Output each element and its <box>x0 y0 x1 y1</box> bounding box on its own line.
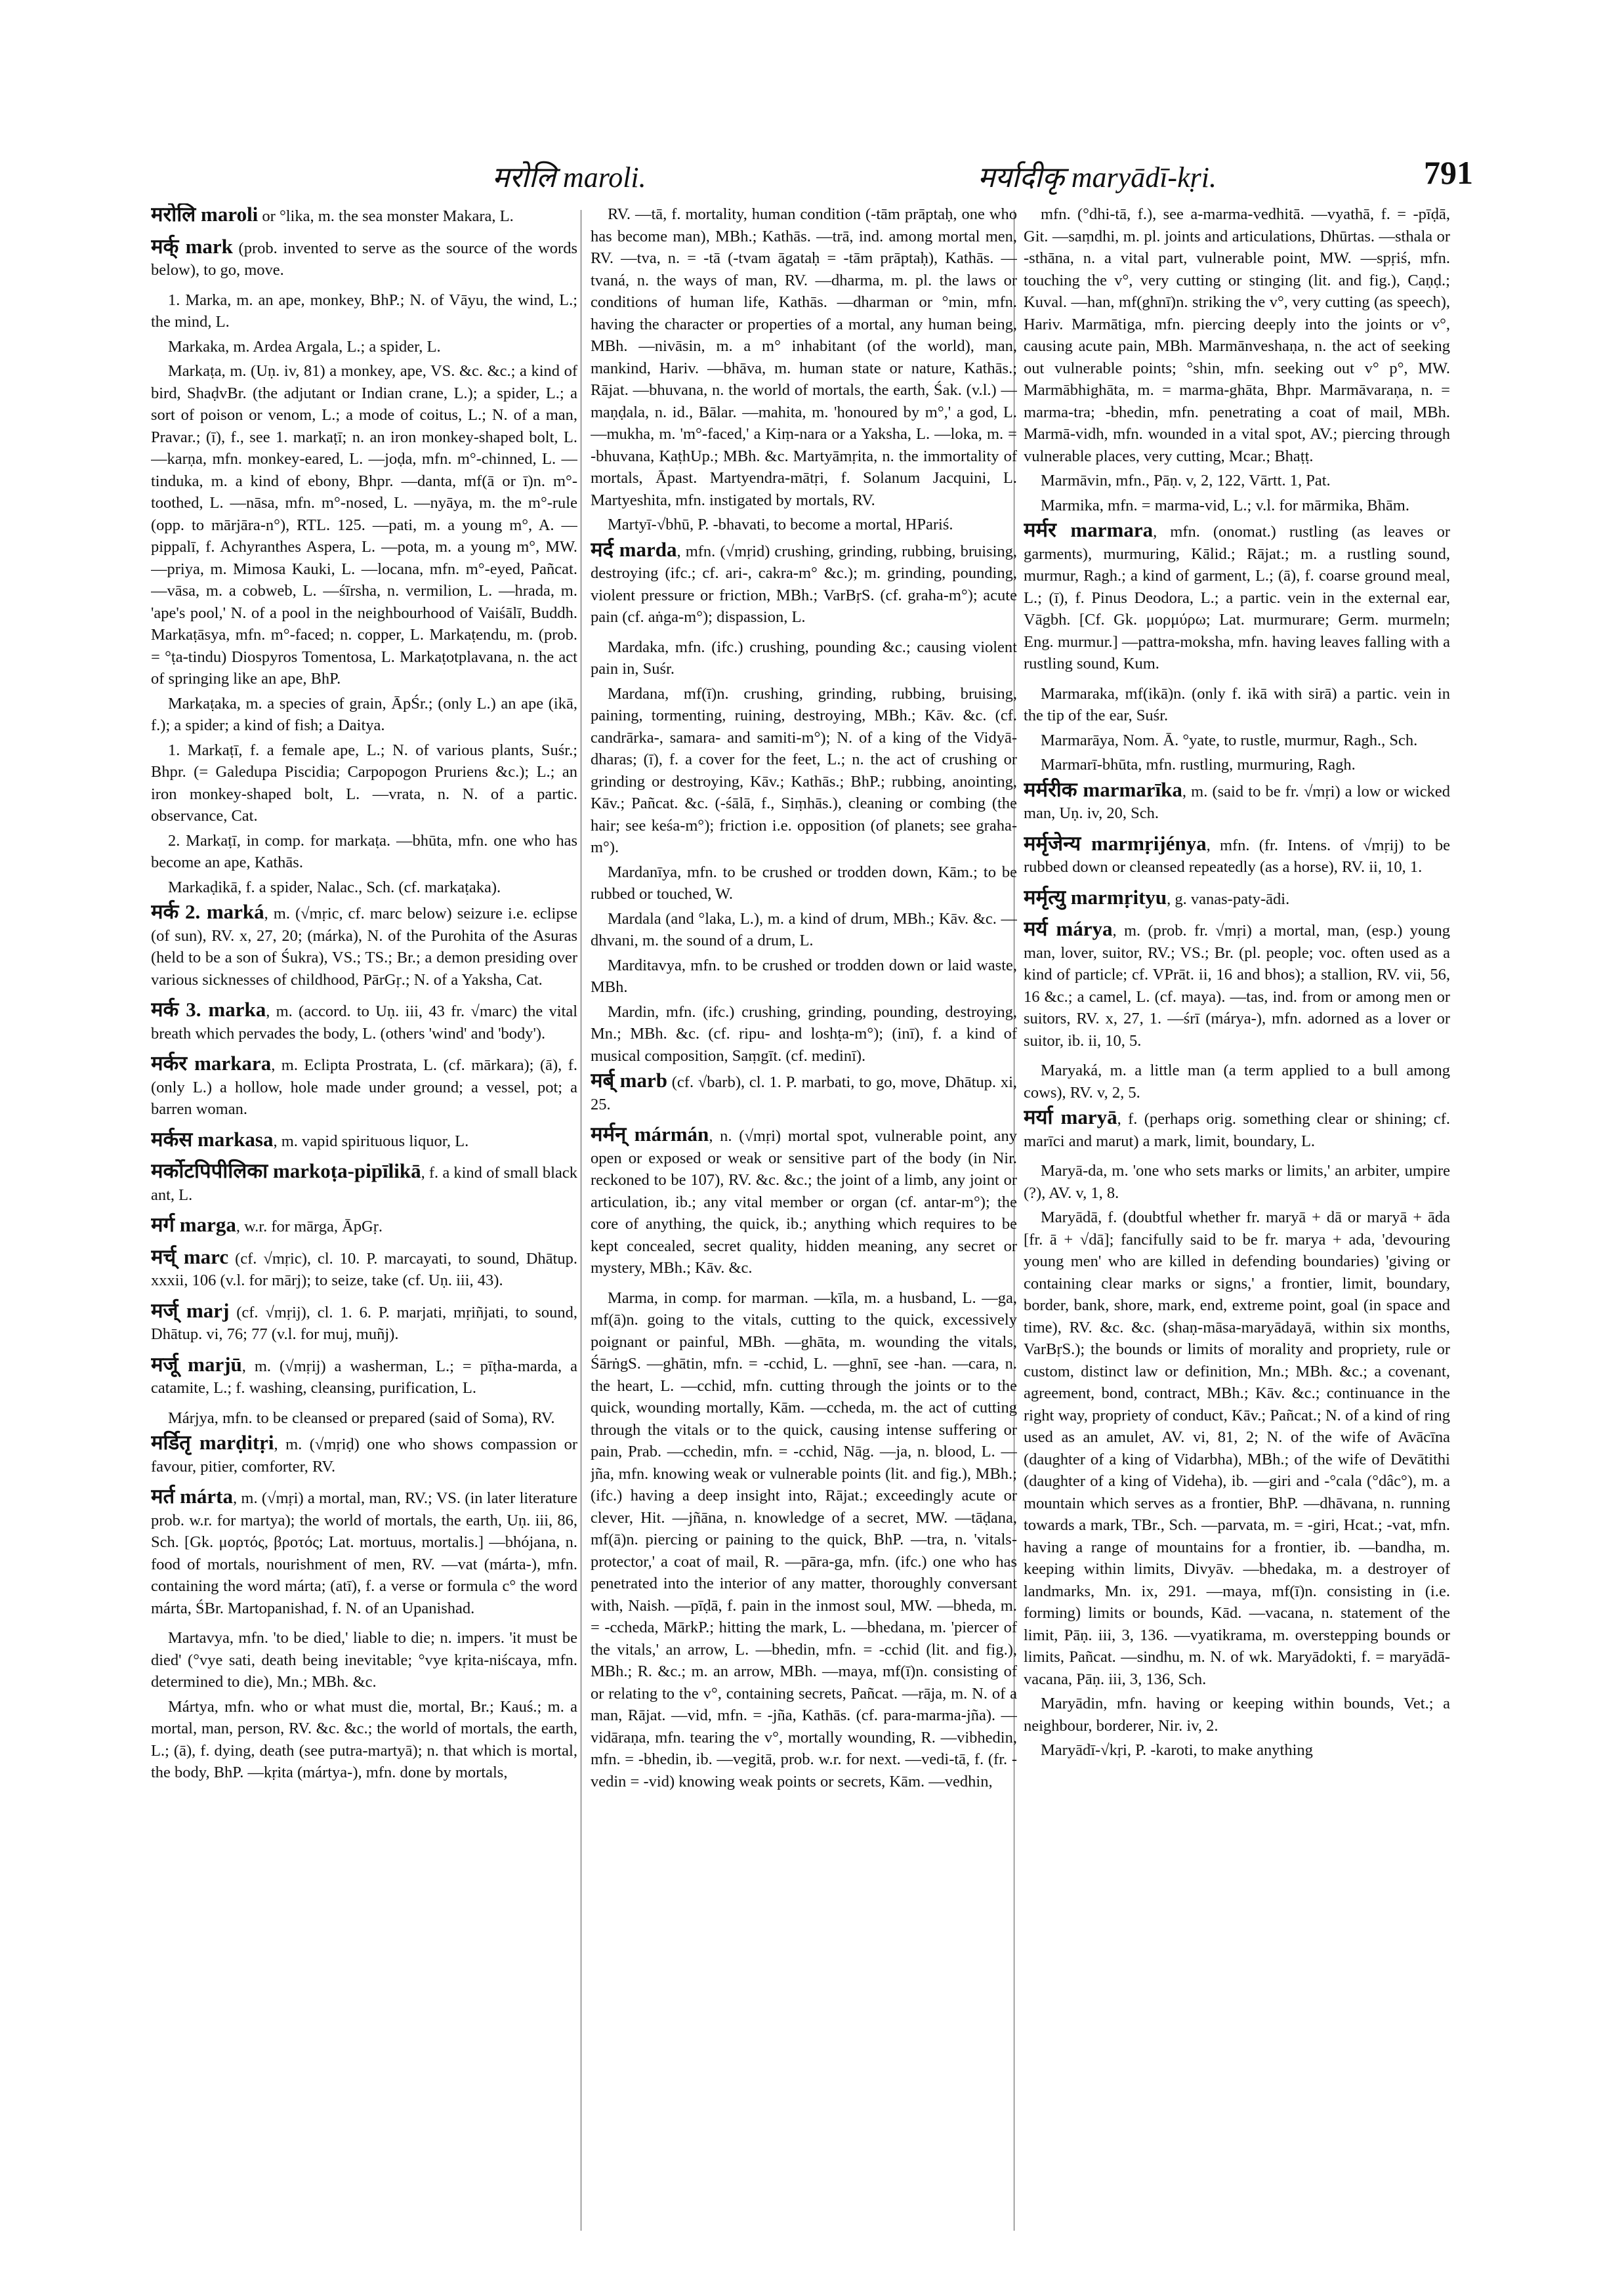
definition-text: Martavya, mfn. 'to be died,' liable to die; n. impers. 'it must be died' (°vye sati, death being inevitable; °vye kṛita-niścaya, mfn. determined to die), Mn.; MBh. &c. <box>151 1629 577 1691</box>
definition-text: Marditavya, mfn. to be crushed or trodden down or laid waste, MBh. <box>591 956 1017 996</box>
headword: मर्मन् mármán <box>591 1123 709 1146</box>
sub-entry <box>1024 754 1450 776</box>
headword: मर्मृत्यु marmṛityu <box>1024 885 1167 909</box>
headword: मर्च् marc <box>151 1245 229 1268</box>
definition-text: (cf. √mṛic), cl. 10. P. marcayati, to sound, Dhātup. xxxii, 106 (v.l. for mārj); to seize, take (cf. Uṇ. iii, 43). <box>151 1249 577 1289</box>
definition-text: Mártya, mfn. who or what must die, mortal, Br.; Kauś.; m. a mortal, man, person, RV. &c. &c.; the world of mortals, the earth, L.; (ā), f. dying, death (see putra-martyā); n. that which is mortal, the body, BhP. —kṛita (mártya-), mfn. done by mortals, <box>151 1697 577 1781</box>
sub-entry <box>1024 203 1450 467</box>
headword: मर्त márta <box>151 1485 234 1508</box>
sub-entry <box>1024 470 1450 492</box>
sub-entry <box>151 830 577 874</box>
sub-entry <box>151 289 577 333</box>
definition-text: Mardanīya, mfn. to be crushed or trodden down, Kām.; to be rubbed or touched, W. <box>591 863 1017 903</box>
dictionary-entry <box>151 1354 577 1399</box>
headword: मर्मृजेन्य marmṛijénya <box>1024 831 1207 855</box>
definition-text: , mfn. (fr. Intens. of √mṛij) to be rubbed down or cleansed repeatedly (as a horse), RV. ii, 10, 1. <box>1024 836 1450 876</box>
definition-text: mfn. (°dhi-tā, f.), see a-marma-vedhitā. —vyathā, f. = -pīḍā, Git. —saṃdhi, m. pl. joints and articulations, Dhūrtas. —sthala or -sthāna, n. a vital part, vulnerable point, MW. —spṛiś, mfn. touching the v°, very cutting or stinging (lit. and fig.), Caṇḍ.; Kuval. —han, mf(ghnī)n. striking the v°, very cutting (as speech), Hariv. Marmātiga, mfn. piercing deeply into the joints or v°, causing acute pain, MBh. Marmānveshaṇa, n. the act of seeking out vulnerable points; °shin, mfn. seeking out v° p°, MW. Marmābhighāta, m. = marma-ghāta, Bhpr. Marmāvaraṇa, n. = marma-tra; -bhedin, mfn. penetrating a coat of mail, MBh. Marmā-vidh, mfn. wounded in a vital spot, AV.; piercing through vulnerable places, very cutting, Mcar.; Bhaṭṭ. <box>1024 205 1450 465</box>
definition-text: (cf. √barb), cl. 1. P. marbati, to go, move, Dhātup. xi, 25. <box>591 1073 1017 1113</box>
dictionary-entry <box>151 1246 577 1292</box>
definition-text: , m. Eclipta Prostrata, L. (cf. mārkara); (ā), f. (only L.) a hollow, hole made under ground; a vessel, pot; a barren woman. <box>151 1056 577 1118</box>
definition-text: Marmika, mfn. = marma-vid, L.; v.l. for mārmika, Bhām. <box>1041 496 1409 514</box>
definition-text: Mardin, mfn. (ifc.) crushing, grinding, pounding, destroying, Mn.; MBh. &c. (cf. ripu- and loshṭa-m°); (inī), f. a kind of musical composition, Saṃgīt. (cf. medinī). <box>591 1003 1017 1065</box>
sub-entry <box>151 1407 577 1430</box>
definition-text: Martyī-√bhū, P. -bhavati, to become a mortal, HPariś. <box>608 516 953 533</box>
definition-text: , mfn. (√mṛid) crushing, grinding, rubbing, bruising, destroying (ifc.; cf. ari-, cakra-m° &c.); m. grinding, pounding, violent pressure or friction, MBh.; VarBṛS. (cf. graha-m°); acute pain (cf. aṅga-m°); dispassion, L. <box>591 542 1017 626</box>
definition-text: RV. —tā, f. mortality, human condition (-tām prāptaḥ, one who has become man), MBh.; Kathās. —trā, ind. among mortal men, RV. —tva, n. = -tā (-tvam āgataḥ = -tām prāptaḥ), Kathās. —tvaná, n. the ways of man, RV. —dharma, m. pl. the laws or conditions of human life, Kathās. —dharman or °min, mfn. having the character or properties of a mortal, any human being, MBh. —nivāsin, m. a m° inhabitant (of the world), man, mankind, Hariv. —bhāva, m. human state or nature, Kathās.; Rājat. —bhuvana, n. the world of mortals, the earth, Śak. (v.l.) —maṇḍala, n. id., Bālar. —mahita, m. 'honoured by m°,' a god, L. —mukha, m. 'm°-faced,' a Kiṃ-nara or a Yaksha, L. —loka, m. = -bhuvana, KaṭhUp.; MBh. &c. Martyāmṛita, n. the immortality of mortals, Āpast. Martyendra-mātṛi, f. Solanum Jacquini, L. Martyeshita, mfn. instigated by mortals, RV. <box>591 205 1017 509</box>
headword: मर्क 2. marká <box>151 900 264 923</box>
definition-text: , m. (√mṛiḍ) one who shows compassion or favour, pitier, comforter, RV. <box>151 1436 577 1476</box>
definition-text: , w.r. for mārga, ĀpGṛ. <box>236 1218 383 1235</box>
dictionary-entry <box>151 1214 577 1238</box>
sub-entry <box>1024 1060 1450 1104</box>
sub-entry <box>151 739 577 827</box>
column-left <box>151 203 577 2237</box>
dictionary-entry <box>1024 1106 1450 1152</box>
headword: मर्द marda <box>591 537 677 561</box>
dictionary-entry <box>1024 886 1450 911</box>
definition-text: , g. vanas-paty-ādi. <box>1167 890 1290 908</box>
definition-text: 2. Markaṭī, in comp. for markaṭa. —bhūta, mfn. one who has become an ape, Kathās. <box>151 831 577 871</box>
dictionary-entry <box>151 236 577 281</box>
definition-text: Marma, in comp. for marman. —kīla, m. a husband, L. —ga, mf(ā)n. going to the vitals, cutting to the quick, excessively poignant or painful, MBh. —ghāta, m. wounding the vitals, ŚārṅgS. —ghātin, mfn. = -cchid, L. —ghnī, see -han. —cara, n. the heart, L. —cchid, mfn. cutting through the joints or to the quick, wounding mortally, Kām. —ccheda, m. the act of cutting through the vitals or to the quick, causing intense suffering or pain, Prab. —cchedin, mfn. = -cchid, Nāg. —ja, n. blood, L. —jña, mfn. knowing weak or vulnerable points (lit. and fig.), MBh.; (ifc.) having a deep insight into, Rājat.; exceedingly acute or clever, Hit. —jñāna, n. knowledge of a secret, MW. —tāḍana, mf(ā)n. piercing or paining to the quick, BhP. —tra, n. 'vitals-protector,' a coat of mail, R. —pāra-ga, mfn. (ifc.) one who has penetrated into the interior of any matter, thoroughly conversant with, Naish. —pīḍā, f. pain in the inmost soul, MW. —bheda, m. = -ccheda, MārkP.; hitting the mark, L. —bhedana, m. 'piercer of the vitals,' an arrow, L. —bhedin, mfn. = -cchid (lit. and fig.), MBh.; R. &c.; m. an arrow, MBh. —maya, mf(ī)n. consisting of or relating to the v°, containing secrets, Pañcat. —rāja, m. N. of a man, Rājat. —vid, mfn. = -jña, Kathās. (cf. para-marma-jña). —vidāraṇa, mfn. tearing the v°, mortally wounding, R. —vibhedin, mfn. = -bhedin, ib. —vegitā, prob. w.r. for next. —vedi-tā, f. (fr. -vedin = -vid) knowing weak points or secrets, Kām. —vedhin, <box>591 1289 1017 1790</box>
definition-text: Maryādin, mfn. having or keeping within bounds, Vet.; a neighbour, borderer, Nir. iv, 2. <box>1024 1695 1450 1735</box>
definition-text: Maryādā, f. (doubtful whether fr. maryā + dā or maryā + āda [fr. ā + √dā]; fancifully said to be fr. marya + ada, 'devouring young men' who are killed in defending boundaries) 'giving or containing clear marks or signs,' a frontier, limit, boundary, border, bank, shore, mark, end, extreme point, goal (in space and time), RV. &c. &c. (shaṇ-māsa-maryādayā, within six months, VarBṛS.); the bounds or limits of morality and propriety, rule or custom, distinct law or definition, Mn.; MBh. &c.; a covenant, agreement, bond, contract, MBh.; Kāv. &c.; continuance in the right way, propriety of conduct, Kāv.; Pañcat.; N. of a kind of ring used as an amulet, AV. vi, 81, 2; N. of the wife of Avācīna (daughter of a king of Vidarbha), MBh.; of the wife of Devātithi (daughter of a king of Videha), ib. —giri and -°cala (°dâc°), m. a mountain which serves as a frontier, BhP. —dhāvana, n. running towards a mark, TBr., Sch. —parvata, m. = -giri, Hcat.; -vat, mfn. having a range of mountains for a frontier, ib. —bandha, m. keeping within limits, Divyāv. —bhedaka, m. a destroyer of landmarks, Mn. ix, 291. —maya, mf(ī)n. consisting in (i.e. forming) limits or bounds, Kād. —vacana, n. statement of the limit, Pāṇ. iii, 3, 136. —vyatikrama, m. overstepping bounds or limits, Pañcat. —sindhu, m. N. of wk. Maryādokti, f. = maryādā-vacana, Pāṇ. iii, 3, 136, Sch. <box>1024 1209 1450 1688</box>
headword: मर्कस markasa <box>151 1127 274 1151</box>
sub-entry <box>591 955 1017 999</box>
sub-entry <box>591 1001 1017 1067</box>
sub-entry <box>591 908 1017 952</box>
definition-text: , f. a kind of small black ant, L. <box>151 1164 577 1204</box>
definition-text: , n. (√mṛi) mortal spot, vulnerable point, any open or exposed or weak or sensitive part of the body (in Nir. reckoned to be 107), RV. &c. &c.; the joint of a limb, any joint or articulation, ib.; any vital member or organ (cf. antar-m°); the core of anything, the quick, ib.; anything which requires to be kept concealed, secret quality, hidden meaning, any secret or mystery, MBh.; Kāv. &c. <box>591 1127 1017 1277</box>
dictionary-entry <box>151 1160 577 1206</box>
definition-text: Maryaká, m. a little man (a term applied to a bull among cows), RV. v, 2, 5. <box>1024 1062 1450 1102</box>
column-right <box>1024 203 1450 2237</box>
definition-text: Marmaraka, mf(ikā)n. (only f. ikā with sirā) a partic. vein in the tip of the ear, Suśr. <box>1024 684 1450 724</box>
sub-entry <box>151 336 577 358</box>
headword: मर्कर markara <box>151 1052 272 1075</box>
definition-text: Maryādī-√kṛi, P. -karoti, to make anything <box>1041 1741 1313 1759</box>
definition-text: , m. vapid spirituous liquor, L. <box>273 1132 469 1150</box>
sub-entry <box>591 861 1017 905</box>
definition-text: , m. (prob. fr. √mṛi) a mortal, man, (esp.) young man, lover, suitor, RV.; VS.; Br. (pl. people; voc. often used as a kind of particle; cf. VPrāt. ii, 16 and bhos); a stallion, RV. vii, 56, 16 &c.; a camel, L. (cf. maya). —tas, ind. from or among men or suitors, RV. x, 27, 1. —śrī (márya-), mfn. adorned as a lover or suitor, ib. ii, 10, 5. <box>1024 922 1450 1050</box>
headword: मर्ग marga <box>151 1213 236 1236</box>
dictionary-entry <box>151 901 577 991</box>
headword: मर्मर marmara <box>1024 518 1154 541</box>
sub-entry <box>1024 1160 1450 1204</box>
sub-entry <box>1024 683 1450 727</box>
definition-text: Maryā-da, m. 'one who sets marks or limits,' an arbiter, umpire (?), AV. v, 1, 8. <box>1024 1162 1450 1202</box>
sub-entry <box>151 1696 577 1784</box>
dictionary-entry <box>151 1128 577 1153</box>
sub-entry <box>151 1627 577 1693</box>
definition-text: Markaḍikā, f. a spider, Nalac., Sch. (cf. markaṭaka). <box>168 878 501 896</box>
sub-entry <box>591 636 1017 680</box>
definition-text: , m. (√mṛij) a washerman, L.; = pīṭha-marda, a catamite, L.; f. washing, cleansing, purification, L. <box>151 1357 577 1397</box>
sub-entry <box>151 360 577 690</box>
definition-text: Markaṭa, m. (Uṇ. iv, 81) a monkey, ape, VS. &c. &c.; a kind of bird, ShaḍvBr. (the adjutant or Indian crane, L.); a spider, L.; a sort of poison or venom, L.; a mode of coitus, L.; N. of a man, Pravar.; (ī), f., see 1. markaṭī; n. an iron monkey-shaped bolt, L. —karṇa, mfn. monkey-eared, L. —joḍa, mfn. m°-chinned, L. —tinduka, m. a kind of ebony, Bhpr. —danta, mf(ā or ī)n. m°-toothed, L. —nāsa, mfn. m°-nosed, L. —nyāya, m. the m°-rule (opp. to mārjāra-n°), RTL. 125. —pati, m. a young m°, A. —pippalī, f. Achyranthes Aspera, L. —pota, m. a young m°, MW. —priya, m. Mimosa Kauki, L. —locana, mfn. m°-eyed, Pañcat. —vāsa, m. a cobweb, L. —śīrsha, n. vermilion, L. —hrada, m. 'ape's pool,' N. of a pool in the neighbourhood of Vaiśālī, Buddh. Markaṭāsya, mfn. m°-faced; n. copper, L. Markaṭendu, m. (prob. = °ṭa-tindu) Diospyros Tomentosa, L. Markaṭotplavana, n. the act of springing like an ape, BhP. <box>151 362 577 688</box>
definition-text: Marmarī-bhūta, mfn. rustling, murmuring, Ragh. <box>1041 756 1356 774</box>
sub-entry <box>1024 1207 1450 1690</box>
definition-text: Mardaka, mfn. (ifc.) crushing, pounding &c.; causing violent pain in, Suśr. <box>591 638 1017 678</box>
dictionary-entry <box>591 1069 1017 1115</box>
headword: मर्या maryā <box>1024 1106 1117 1128</box>
sub-entry <box>151 877 577 899</box>
dictionary-entry <box>151 999 577 1044</box>
definition-text: , m. (said to be fr. √mṛi) a low or wicked man, Uṇ. iv, 20, Sch. <box>1024 782 1450 822</box>
sub-entry <box>591 203 1017 511</box>
definition-text: or °lika, m. the sea monster Makara, L. <box>258 207 514 225</box>
definition-text: Marmāvin, mfn., Pāṇ. v, 2, 122, Vārtt. 1, Pat. <box>1041 472 1331 489</box>
definition-text: , mfn. (onomat.) rustling (as leaves or garments), murmuring, Kālid.; Rājat.; m. a rustling sound, murmur, Ragh.; a kind of garment, L.; (ā), f. coarse ground meal, L.; (ī), f. Pinus Deodora, L.; a partic. vein in the external ear, Vāgbh. [Cf. Gk. μορμύρω; Lat. murmurare; Germ. murmeln; Eng. murmur.] —pattra-moksha, mfn. having leaves falling with a rustling sound, Kum. <box>1024 523 1450 672</box>
definition-text: , m. (√mṛic, cf. marc below) seizure i.e. eclipse (of sun), RV. x, 27, 20; (márka), N. of the Purohita of the Asuras (held to be a son of Śukra), VS.; TS.; Br.; a demon presiding over various sicknesses of childhood, PārGṛ.; N. of a Yaksha, Cat. <box>151 905 577 989</box>
running-head-right: मर्यादीकृ maryādī-kṛi. <box>978 161 1217 194</box>
sub-entry <box>1024 1693 1450 1737</box>
running-head-left: मरोलि maroli. <box>492 161 646 194</box>
definition-text: Markaṭaka, m. a species of grain, ĀpŚr.; (only L.) an ape (ikā, f.); a spider; a kind of fish; a Daitya. <box>151 694 577 734</box>
headword: मर्कोटपिपीलिका markoṭa-pipīlikā <box>151 1159 421 1182</box>
running-head <box>151 150 1473 196</box>
sub-entry <box>1024 730 1450 752</box>
definition-text: (prob. invented to serve as the source of the words below), to go, move. <box>151 239 577 279</box>
headword: मर्क 3. marka <box>151 998 266 1021</box>
definition-text: Márjya, mfn. to be cleansed or prepared (said of Soma), RV. <box>168 1409 555 1427</box>
dictionary-entry <box>151 203 577 228</box>
sub-entry <box>1024 495 1450 517</box>
definition-text: , m. (accord. to Uṇ. iii, 43 fr. √marc) the vital breath which pervades the body, L. (others 'wind' and 'body'). <box>151 1003 577 1043</box>
dictionary-entry <box>1024 779 1450 825</box>
headword: मर्ब् marb <box>591 1069 667 1092</box>
dictionary-entry <box>1024 918 1450 1052</box>
sub-entry <box>1024 1739 1450 1762</box>
sub-entry <box>151 693 577 737</box>
definition-text: Marmarāya, Nom. Ā. °yate, to rustle, murmur, Ragh., Sch. <box>1041 731 1418 749</box>
definition-text: Mardana, mf(ī)n. crushing, grinding, rubbing, bruising, paining, tormenting, ruining, destroying, MBh.; Kāv. &c. (cf. candrārka-, samara- and samiti-m°); N. of a king of the Vidyā-dharas; (ī), f. a cover for the feet, L.; n. the act of crushing or grinding or destroying, Kāv.; Kathās.; BhP.; rubbing, anointing, Kāv.; Pañcat. &c. (-śālā, f., Siṃhās.), cleaning or combing (the hair; see keśa-m°); friction i.e. opposition (of planets; see graha-m°). <box>591 684 1017 856</box>
page-number: 791 <box>1424 154 1473 191</box>
definition-text: Markaka, m. Ardea Argala, L.; a spider, L. <box>168 337 441 356</box>
definition-text: , f. (perhaps orig. something clear or shining; cf. marīci and marut) a mark, limit, boundary, L. <box>1024 1110 1450 1150</box>
headword: मर्जू marjū <box>151 1352 242 1376</box>
dictionary-entry <box>151 1300 577 1346</box>
definition-text: (cf. √mṛij), cl. 1. 6. P. marjati, mṛiñjati, to sound, Dhātup. vi, 76; 77 (v.l. for muj, muñj). <box>151 1303 577 1343</box>
dictionary-entry <box>1024 519 1450 675</box>
headword: मर्डितृ marḍitṛi <box>151 1431 274 1454</box>
dictionary-entry <box>151 1432 577 1478</box>
headword: मर्य márya <box>1024 917 1113 940</box>
column-middle <box>591 203 1017 2237</box>
headword: मर्मरीक marmarīka <box>1024 777 1182 801</box>
dictionary-entry <box>151 1485 577 1619</box>
headword: मर्ज् marj <box>151 1298 230 1322</box>
sub-entry <box>591 514 1017 536</box>
sub-entry <box>591 683 1017 859</box>
sub-entry <box>591 1287 1017 1793</box>
definition-text: 1. Marka, m. an ape, monkey, BhP.; N. of Vāyu, the wind, L.; the mind, L. <box>151 291 577 331</box>
dictionary-entry <box>591 1123 1017 1279</box>
headword: मरोलि maroli <box>151 203 259 226</box>
dictionary-entry <box>591 539 1017 629</box>
dictionary-entry <box>151 1052 577 1121</box>
definition-text: Mardala (and °laka, L.), m. a kind of drum, MBh.; Kāv. &c. —dhvani, m. the sound of a drum, L. <box>591 909 1017 949</box>
definition-text: , m. (√mṛi) a mortal, man, RV.; VS. (in later literature prob. w.r. for martya); the world of mortals, the earth, Uṇ. iii, 86, Sch. [Gk. μορτός, βροτός; Lat. mortuus, mortalis.] —bhójana, n. food of mortals, nourishment of men, RV. —vat (márta-), mfn. containing the word márta; (atī), f. a verse or formula c° the word márta, ŚBr. Martopanishad, f. N. of an Upanishad. <box>151 1489 577 1617</box>
dictionary-entry <box>1024 833 1450 879</box>
definition-text: 1. Markaṭī, f. a female ape, L.; N. of various plants, Suśr.; Bhpr. (= Galedupa Piscidia; Carpopogon Pruriens &c.); L.; an iron monkey-shaped bolt, L. —vrata, n. N. of a partic. observance, Cat. <box>151 741 577 825</box>
headword: मर्क् mark <box>151 234 233 258</box>
